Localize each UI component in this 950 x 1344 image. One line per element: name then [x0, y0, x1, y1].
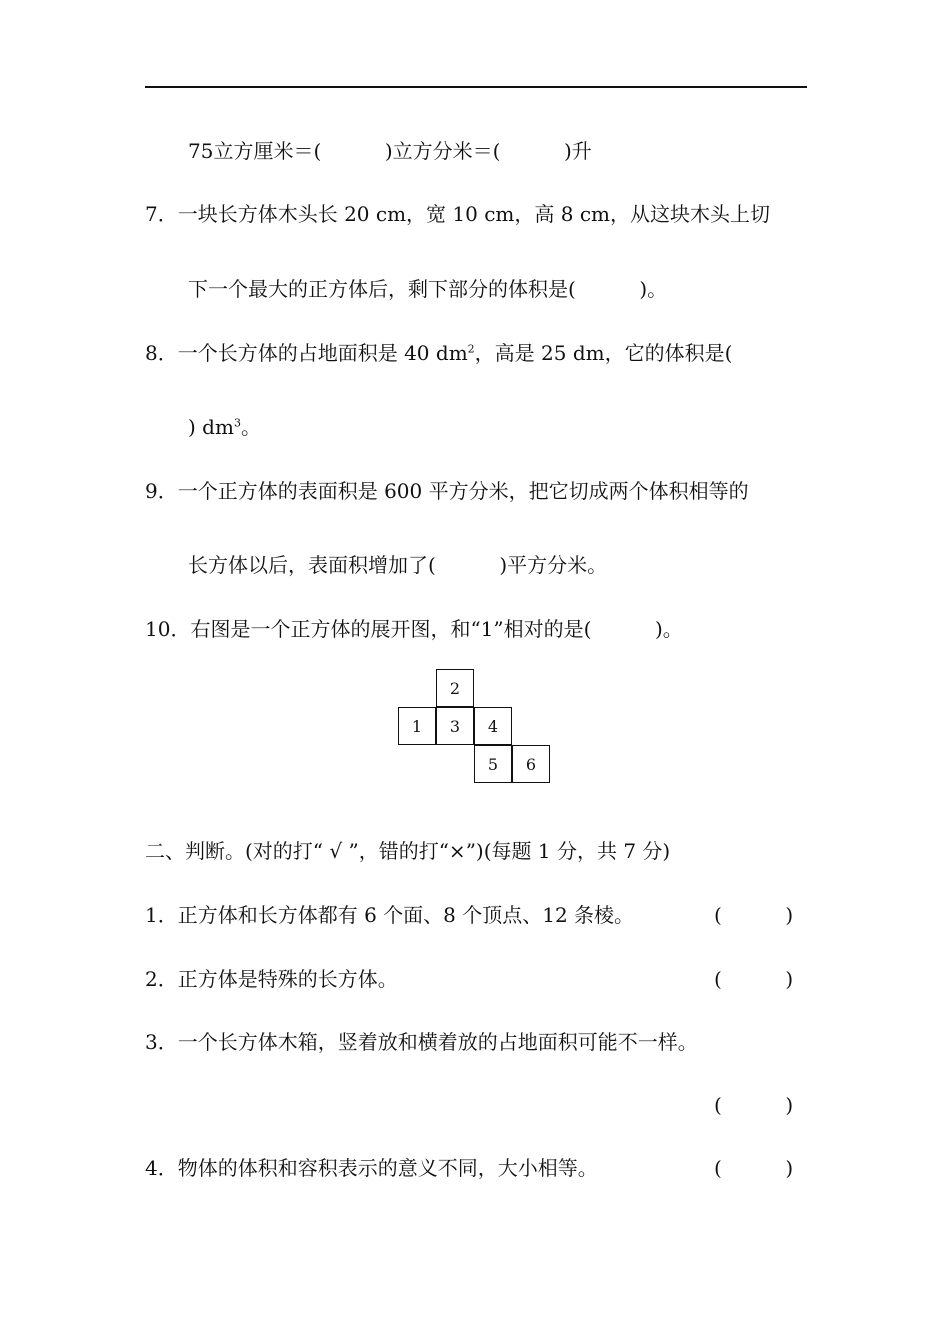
section-2-heading: 二、判断。(对的打“ √ ”，错的打“×”)(每题 1 分，共 7 分): [145, 839, 671, 863]
judge-answer-2[interactable]: ( ): [714, 967, 794, 991]
net-face-4: 4: [474, 707, 512, 745]
question-9-line-2: 长方体以后，表面积增加了( )平方分米。: [188, 553, 608, 577]
header-rule: [145, 86, 807, 88]
question-7-line-2: 下一个最大的正方体后，剩下部分的体积是( )。: [188, 277, 668, 301]
net-face-1: 1: [398, 707, 436, 745]
net-face-6: 6: [512, 745, 550, 783]
question-10: 10．右图是一个正方体的展开图，和“1”相对的是( )。: [145, 617, 683, 641]
judge-item-3: 3．一个长方体木箱，竖着放和横着放的占地面积可能不一样。: [145, 1030, 698, 1054]
q8-text-d: 。: [240, 415, 261, 439]
q8-text-b: ，高是 25 dm，它的体积是(: [474, 341, 733, 365]
question-7-line-1: 7．一块长方体木头长 20 cm，宽 10 cm，高 8 cm，从这块木头上切: [145, 202, 770, 226]
judge-answer-1[interactable]: ( ): [714, 903, 794, 927]
q8-superscript-3: 3: [233, 416, 241, 430]
line-unit-conversion: 75立方厘米＝( )立方分米＝( )升: [188, 139, 592, 163]
net-face-5: 5: [474, 745, 512, 783]
judge-answer-4[interactable]: ( ): [714, 1156, 794, 1180]
net-face-3: 3: [436, 707, 474, 745]
q8-text-a: 8．一个长方体的占地面积是 40 dm: [145, 341, 468, 365]
question-9-line-1: 9．一个正方体的表面积是 600 平方分米，把它切成两个体积相等的: [145, 479, 749, 503]
judge-item-1: 1．正方体和长方体都有 6 个面、8 个顶点、12 条棱。: [145, 903, 635, 927]
question-8-line-1: [145, 340, 732, 366]
judge-item-2: 2．正方体是特殊的长方体。: [145, 967, 398, 991]
net-face-2: 2: [436, 669, 474, 707]
q8-text-c: ) dm: [188, 415, 234, 439]
q8-superscript-2: 2: [467, 342, 475, 356]
question-8-line-2: [188, 414, 261, 440]
judge-item-4: 4．物体的体积和容积表示的意义不同，大小相等。: [145, 1156, 598, 1180]
judge-answer-3[interactable]: ( ): [714, 1093, 794, 1117]
cube-net-diagram: [398, 669, 554, 787]
